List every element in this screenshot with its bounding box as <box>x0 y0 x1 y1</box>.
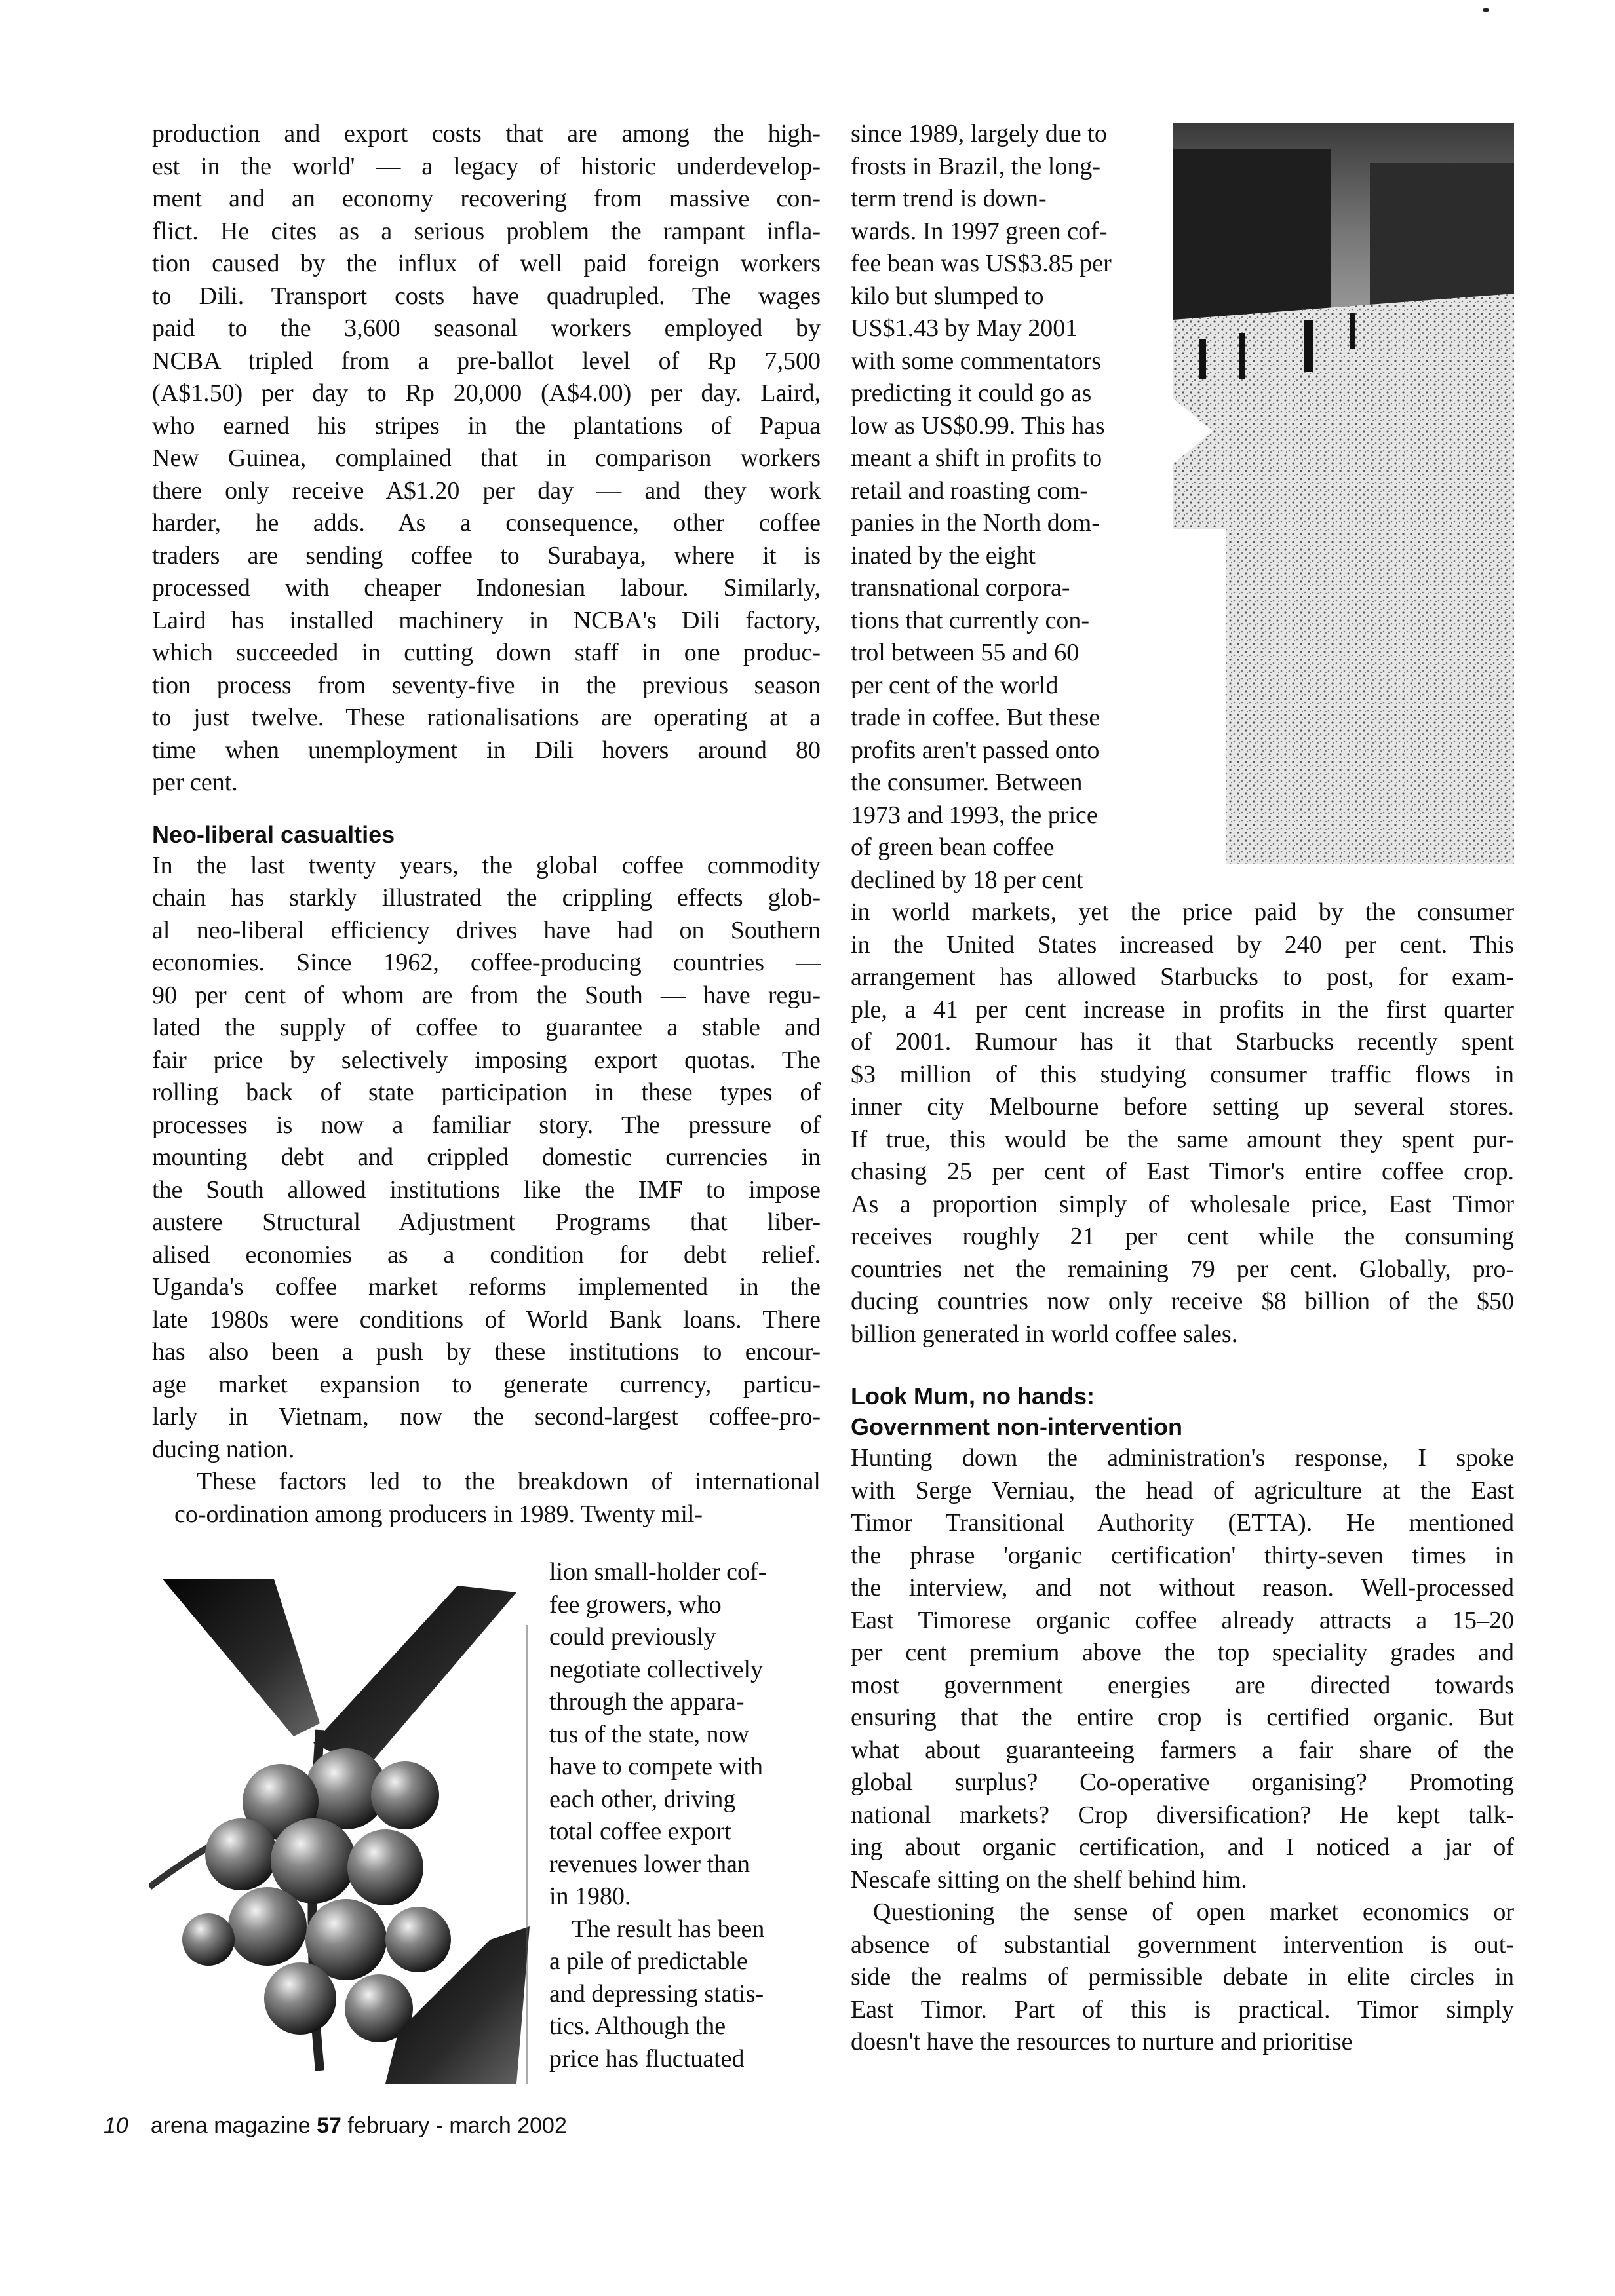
text-line: of green bean coffee <box>851 833 1055 861</box>
text-line: NCBA tripled from a pre-ballot level of Rp 7,500 <box>152 347 821 375</box>
text-line: est in the world' — a legacy of historic underdevelop- <box>152 152 821 180</box>
text-line: tics. Although the <box>549 2012 726 2040</box>
text-line: If true, this would be the same amount they spent pur- <box>851 1125 1514 1153</box>
right-paragraph-2 <box>851 1442 1514 1896</box>
text-line: Hunting down the administration's response, I spoke <box>851 1444 1514 1472</box>
left-paragraph-3-start <box>152 1466 821 1531</box>
text-line: $3 million of this studying consumer traffic flows in <box>851 1060 1514 1088</box>
text-line: most government energies are directed towards <box>851 1671 1514 1699</box>
text-line: paid to the 3,600 seasonal workers employed by <box>152 315 821 342</box>
text-line: East Timorese organic coffee already attracts a 15–20 <box>851 1606 1514 1634</box>
text-line: al neo-liberal efficiency drives have had on Southern <box>152 916 821 944</box>
coffee-cherries-illustration <box>149 1573 530 2084</box>
text-line: 90 per cent of whom are from the South — have regu- <box>152 981 821 1009</box>
text-line: could previously <box>549 1623 716 1651</box>
text-line: (A$1.50) per day to Rp 20,000 (A$4.00) per day. Laird, <box>152 379 821 407</box>
text-line: trol between 55 and 60 <box>851 639 1080 666</box>
text-line: the interview, and not without reason. Well-processed <box>851 1574 1514 1601</box>
text-line: in world markets, yet the price paid by the consumer <box>851 898 1514 926</box>
text-line: frosts in Brazil, the long- <box>851 152 1100 180</box>
text-line: a pile of predictable <box>549 1947 748 1975</box>
text-line: 1973 and 1993, the price <box>851 801 1098 829</box>
text-line: who earned his stripes in the plantations of Papua <box>152 411 821 440</box>
text-line: tions that currently con- <box>851 606 1090 634</box>
corner-mark <box>1483 8 1489 12</box>
text-line: production and export costs that are among the high- <box>152 120 821 147</box>
text-line: profits aren't passed onto <box>851 736 1100 764</box>
text-line: lion small-holder cof- <box>549 1558 767 1586</box>
text-line: ing about organic certification, and I noticed a jar of <box>851 1833 1514 1861</box>
heading-look-mum-line2: Government non-intervention <box>851 1413 1183 1440</box>
text-line: economies. Since 1962, coffee-producing countries — <box>152 949 821 976</box>
text-line: absence of substantial government intervention is out- <box>851 1930 1514 1959</box>
text-line: chasing 25 per cent of East Timor's entire coffee crop. <box>851 1158 1514 1185</box>
text-line: time when unemployment in Dili hovers around 80 <box>152 736 821 764</box>
issue-date: february - march 2002 <box>341 2113 567 2138</box>
text-line: As a proportion simply of wholesale price, East Timor <box>851 1190 1514 1218</box>
coffee-drying-street-photo <box>1173 123 1514 864</box>
text-line: age market expansion to generate currency, particu- <box>152 1370 821 1398</box>
text-line: arrangement has allowed Starbucks to post, for exam- <box>851 963 1514 991</box>
text-line: chain has starkly illustrated the crippling effects glob- <box>152 884 821 911</box>
text-line: mounting debt and crippled domestic currencies in <box>152 1143 821 1171</box>
text-line: global surplus? Co-operative organising? Promoting <box>851 1769 1514 1796</box>
text-line: flict. He cites as a serious problem the rampant infla- <box>152 217 821 245</box>
text-line: ducing countries now only receive $8 billion of the $50 <box>851 1288 1514 1315</box>
text-line: in the United States increased by 240 per cent. This <box>851 930 1514 959</box>
text-line: per cent. <box>152 769 238 796</box>
text-line: to Dili. Transport costs have quadrupled. The wages <box>152 282 821 310</box>
text-line: in 1980. <box>549 1883 631 1910</box>
text-line: alised economies as a condition for debt relief. <box>152 1240 821 1269</box>
text-line: kilo but slumped to <box>851 282 1044 310</box>
left-paragraph-4 <box>549 1913 811 2076</box>
text-line: which succeeded in cutting down staff in one produc- <box>152 639 821 666</box>
right-column-full <box>851 896 1514 2059</box>
text-line: In the last twenty years, the global coffee commodity <box>152 851 821 879</box>
text-line: revenues lower than <box>549 1850 750 1878</box>
text-line: larly in Vietnam, now the second-largest coffee-pro- <box>152 1403 821 1430</box>
text-line: has also been a push by these institutions to encour- <box>152 1338 821 1366</box>
text-line: the phrase 'organic certification' thirty-seven times in <box>851 1541 1514 1569</box>
text-line: processes is now a familiar story. The pressure of <box>152 1111 821 1139</box>
text-line: retail and roasting com- <box>851 476 1088 505</box>
text-line: the South allowed institutions like the IMF to impose <box>152 1176 821 1204</box>
text-line: tus of the state, now <box>549 1720 750 1748</box>
text-line: fair price by selectively imposing export quotas. The <box>152 1046 821 1074</box>
text-line: each other, driving <box>549 1785 736 1813</box>
text-line: austere Structural Adjustment Programs that liber- <box>152 1208 821 1236</box>
divider-line-left <box>526 1625 528 2084</box>
page-footer <box>104 2113 567 2139</box>
text-line: late 1980s were conditions of World Bank loans. There <box>152 1305 821 1333</box>
text-line: doesn't have the resources to nurture and prioritise <box>851 2028 1353 2056</box>
text-line: meant a shift in profits to <box>851 444 1102 472</box>
text-line: rolling back of state participation in these types of <box>152 1079 821 1106</box>
text-line: negotiate collectively <box>549 1655 764 1683</box>
text-line: since 1989, largely due to <box>851 120 1107 147</box>
text-line: ple, a 41 per cent increase in profits in the first quarter <box>851 995 1514 1024</box>
text-line: processed with cheaper Indonesian labour. Similarly, <box>152 574 821 602</box>
text-line: price has fluctuated <box>549 2044 745 2073</box>
text-line: lated the supply of coffee to guarantee a stable and <box>152 1014 821 1041</box>
text-line: and depressing statis- <box>549 1980 764 2008</box>
text-line: countries net the remaining 79 per cent. Globally, pro- <box>851 1255 1514 1283</box>
text-line: the consumer. Between <box>851 769 1083 796</box>
text-line: national markets? Crop diversification? He kept talk- <box>851 1801 1514 1829</box>
text-line: term trend is down- <box>851 185 1047 212</box>
text-line: harder, he adds. As a consequence, other coffee <box>152 509 821 537</box>
issue-number: 57 <box>317 2113 341 2138</box>
text-line: total coffee export <box>549 1818 731 1845</box>
text-line: inated by the eight <box>851 541 1036 569</box>
text-line: tion caused by the influx of well paid foreign workers <box>152 250 821 277</box>
text-line: Questioning the sense of open market economics or <box>873 1898 1514 1926</box>
text-line: tion process from seventy-five in the previous season <box>152 671 821 699</box>
text-line: side the realms of permissible debate in elite circles in <box>851 1963 1514 1991</box>
text-line: with Serge Verniau, the head of agriculture at the East <box>851 1476 1514 1504</box>
text-line: New Guinea, complained that in comparison workers <box>152 444 821 472</box>
text-line: The result has been <box>572 1915 765 1943</box>
text-line: have to compete with <box>549 1753 764 1780</box>
text-line: there only receive A$1.20 per day — and they work <box>152 476 821 505</box>
left-paragraph-2 <box>152 850 821 1466</box>
left-paragraph-1 <box>152 118 821 799</box>
heading-look-mum-line1: Look Mum, no hands: <box>851 1383 1095 1409</box>
text-line: what about guaranteeing farmers a fair share of the <box>851 1736 1514 1764</box>
text-line: per cent premium above the top speciality grades and <box>851 1639 1514 1666</box>
text-line: East Timor. Part of this is practical. Timor simply <box>851 1995 1514 2023</box>
text-line: transnational corpora- <box>851 574 1070 602</box>
magazine-name: arena magazine <box>150 2113 317 2138</box>
left-column-top <box>152 118 821 1531</box>
text-line: These factors led to the breakdown of international <box>197 1468 821 1495</box>
right-paragraph-3 <box>851 1896 1514 2059</box>
text-line: billion generated in world coffee sales. <box>851 1320 1238 1348</box>
text-line: to just twelve. These rationalisations are operating at a <box>152 704 821 731</box>
text-line: fee bean was US$3.85 per <box>851 250 1112 277</box>
text-line: fee growers, who <box>549 1590 722 1618</box>
text-line: Uganda's coffee market reforms implemented in the <box>152 1273 821 1301</box>
text-line: with some commentators <box>851 347 1102 375</box>
text-line: through the appara- <box>549 1688 745 1715</box>
text-line: declined by 18 per cent <box>851 866 1083 894</box>
text-line: Nescafe sitting on the shelf behind him. <box>851 1866 1247 1894</box>
text-line: receives roughly 21 per cent while the consuming <box>851 1223 1514 1250</box>
right-column-narrow <box>851 118 1159 896</box>
text-line: panies in the North dom- <box>851 509 1100 537</box>
text-line: ensuring that the entire crop is certified organic. But <box>851 1704 1514 1731</box>
text-line: ducing nation. <box>152 1435 295 1463</box>
text-line: predicting it could go as <box>851 379 1092 407</box>
text-line: trade in coffee. But these <box>851 704 1100 731</box>
text-line: inner city Melbourne before setting up several stores. <box>851 1093 1514 1120</box>
text-line: of 2001. Rumour has it that Starbucks recently spent <box>851 1028 1514 1056</box>
street-photo-illustration <box>1173 123 1514 864</box>
text-line: per cent of the world <box>851 671 1059 699</box>
text-line: low as US$0.99. This has <box>851 411 1105 440</box>
coffee-cherries-photo <box>149 1573 530 2084</box>
text-line: traders are sending coffee to Surabaya, where it is <box>152 541 821 569</box>
text-line: co-ordination among producers in 1989. Twenty mil- <box>174 1500 703 1528</box>
page-number: 10 <box>104 2113 128 2138</box>
right-paragraph-1-start <box>851 118 1159 896</box>
heading-neo-liberal: Neo-liberal casualties <box>152 820 395 848</box>
left-paragraph-3-cont <box>549 1556 811 1913</box>
text-line: Timor Transitional Authority (ETTA). He mentioned <box>851 1509 1514 1537</box>
text-line: ment and an economy recovering from massive con- <box>152 185 821 212</box>
right-paragraph-1-cont <box>851 896 1514 1350</box>
text-line: wards. In 1997 green cof- <box>851 217 1108 245</box>
text-line: US$1.43 by May 2001 <box>851 315 1078 342</box>
left-column-narrow <box>549 1556 811 2075</box>
text-line: Laird has installed machinery in NCBA's Dili factory, <box>152 606 821 634</box>
